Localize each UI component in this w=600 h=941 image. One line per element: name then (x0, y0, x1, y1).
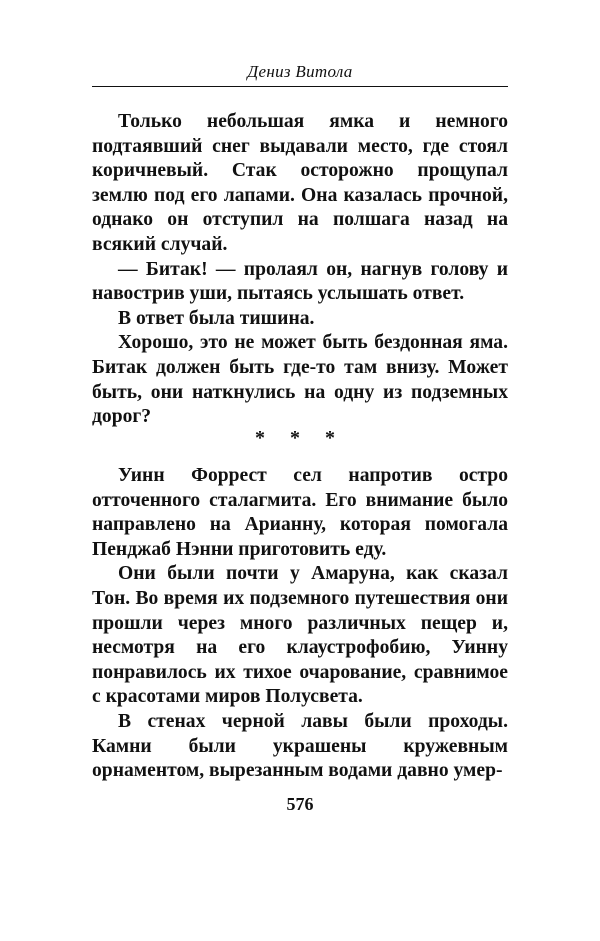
paragraph: Хорошо, это не может быть бездонная яма. Битак должен быть где-то там внизу. Может быть, они наткнулись на одну из подземных дорог? (92, 332, 508, 428)
paragraph: Они были почти у Амаруна, как сказал Тон. Во время их подземного путешествия они прошли через много различных пещер и, несмотря на его клаустрофобию, Уинну понравилось их тихое очарование, сравнимое с красотами миров Полусвета. (92, 563, 508, 708)
section-separator: * * * (255, 427, 345, 449)
paragraph: — Битак! — пролаял он, нагнув голову и навострив уши, пытаясь услышать ответ. (92, 258, 508, 305)
paragraph: Уинн Форрест сел напротив остро отточенного сталагмита. Его внимание было направлено на Арианну, которая помогала Пенджаб Нэнни приготовить еду. (92, 465, 508, 560)
running-header: Дениз Витола (92, 58, 508, 87)
page-number: 576 (286, 794, 314, 814)
paragraph: Только небольшая ямка и немного подтаявший снег выдавали место, где стоял коричневый. Стак осторожно прощупал землю под его лапами. Она казалась прочной, однако он отступил на полшага назад на всякий случай. (92, 111, 508, 255)
text-section-2 (92, 464, 508, 784)
paragraph: В стенах черной лавы были проходы. Камни были украшены кружевным орнаментом, вырезанным водами давно умер- (92, 710, 508, 782)
text-section-1 (92, 110, 508, 430)
paragraph: В ответ была тишина. (118, 307, 315, 329)
